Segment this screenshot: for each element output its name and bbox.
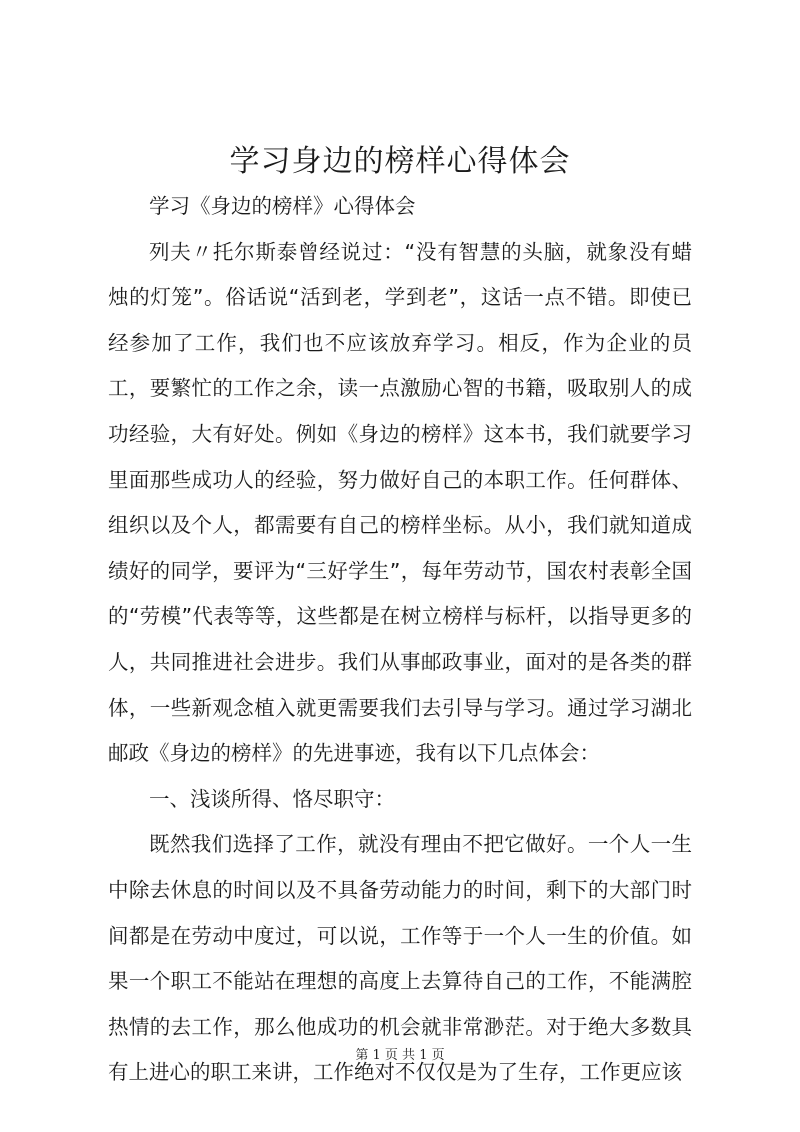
- document-title: 学习身边的榜样心得体会: [229, 144, 571, 179]
- subtitle-paragraph: 学习《身边的榜样》心得体会: [149, 194, 416, 218]
- section-paragraph: 既然我们选择了工作，就没有理由不把它做好。一个人一生中除去休息的时间以及不具备劳动能力的时间，剩下的大部门时间都是在劳动中度过，可以说，工作等于一个人一生的价值。如果一个职工不能站在理想的高度上去算待自己的工作，不能满腔热情的去工作，那么他成功的机会就非常渺茫。对于绝大多数具有上进心的职工来讲，工作绝对不仅仅是为了生存，工作更应该: [108, 832, 692, 1085]
- document-body: [108, 184, 692, 1096]
- page-footer: 第 1 页 共 1 页: [355, 1048, 445, 1063]
- intro-paragraph: 列夫〃托尔斯泰曾经说过：“没有智慧的头脑，就象没有蜡烛的灯笼”。俗话说“活到老，学到老”，这话一点不错。即使已经参加了工作，我们也不应该放弃学习。相反，作为企业的员工，要繁忙的工作之余，读一点激励心智的书籍，吸取别人的成功经验，大有好处。例如《身边的榜样》这本书，我们就要学习里面那些成功人的经验，努力做好自己的本职工作。任何群体、组织以及个人，都需要有自己的榜样坐标。从小，我们就知道成绩好的同学，要评为“三好学生”，每年劳动节，国农村表彰全国的“劳模”代表等等，这些都是在树立榜样与标杆，以指导更多的人，共同推进社会进步。我们从事邮政事业，面对的是各类的群体，一些新观念植入就更需要我们去引导与学习。通过学习湖北邮政《身边的榜样》的先进事迹，我有以下几点体会：: [108, 239, 692, 766]
- section-heading: 一、浅谈所得、恪尽职守：: [149, 786, 395, 811]
